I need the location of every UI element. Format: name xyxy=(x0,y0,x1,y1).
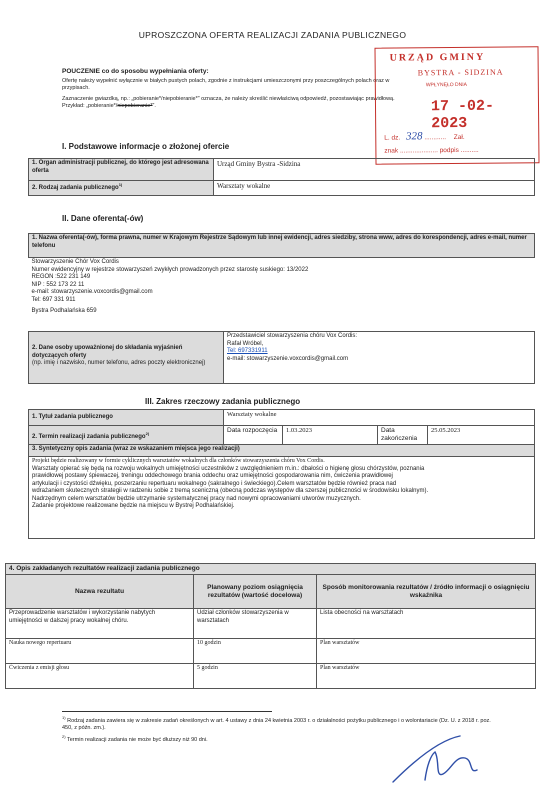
notice-line2-text: Zaznaczenie gwiazdką, np.: „pobieranie*/niepobieranie*” oznacza, że należy skreślić niewłaściwą odpowiedź, pozostawiając prawidłową. Przykład: „pobieranie*/ xyxy=(62,96,395,110)
footnote-1-mark: 1) xyxy=(62,715,66,720)
result-target[interactable]: 5 godzin xyxy=(194,664,317,689)
results-col-monitor: Sposób monitorowania rezultatów / źródło informacji o osiągnięciu wskaźnika xyxy=(317,575,536,609)
start-date-value[interactable]: 1.03.2023 xyxy=(283,426,378,445)
section4-table xyxy=(5,563,536,689)
contact-label-hint: (np. imię i nazwisko, numer telefonu, adres poczty elektronicznej) xyxy=(32,360,206,366)
notice-heading: POUCZENIE co do sposobu wypełniania oferty: xyxy=(62,68,209,75)
task-title-label: 1. Tytuł zadania publicznego xyxy=(29,410,224,426)
registry-stamp xyxy=(374,46,539,164)
results-col-target: Planowany poziom osiągnięcia rezultatów (wartość docelowa) xyxy=(194,575,317,609)
result-name[interactable]: Przeprowadzenie warsztatów i wykorzystanie nabytych umiejętności w dalszej pracy wokalnej chóru. xyxy=(6,609,194,639)
term-label-text: 2. Termin realizacji zadania publicznego xyxy=(32,434,146,440)
stamp-podpis-label: podpis xyxy=(439,146,459,155)
offeror-line: REGON :522 231 149 xyxy=(31,274,91,280)
offeror-line: Numer ewidencyjny w rejestrze stowarzyszeń zwykłych prowadzonych przez starostę suskiego: 13/2022 xyxy=(31,266,309,273)
section3-heading: III. Zakres rzeczowy zadania publicznego xyxy=(145,397,301,406)
footnote-2-mark: 2) xyxy=(62,734,66,739)
offeror-line: e-mail: stowarzyszenie.voxcordis@gmail.com xyxy=(31,289,153,295)
description-line: prawidłowej postawy śpiewaczej, treningu oddechowego brania oddechu oraz umiejętności gospodarowania nim, ćwiczenia prawidłowej xyxy=(32,473,393,480)
contact-label-text: 2. Dane osoby upoważnionej do składania wyjaśnień dotyczących oferty xyxy=(32,345,183,359)
description-value[interactable] xyxy=(29,457,535,539)
stamp-town: BYSTRA - SIDZINA xyxy=(417,67,504,78)
offeror-line: NIP : 552 173 22 11 xyxy=(31,281,85,288)
notice-line2-end: ”. xyxy=(152,103,156,110)
results-col-name: Nazwa rezultatu xyxy=(6,575,194,609)
handwritten-signature xyxy=(385,730,485,790)
table-row xyxy=(6,639,536,664)
notice-line1: Ofertę należy wypełnić wyłącznie w białych pustych polach, zgodnie z instrukcjami umieszczonymi przy poszczególnych polach oraz w przypisach. xyxy=(62,78,390,92)
stamp-ldz-value: 328 xyxy=(405,130,423,143)
task-type-label-text: 2. Rodzaj zadania publicznego xyxy=(32,185,119,191)
offeror-line: Bystra Podhalańska 659 xyxy=(31,308,97,314)
term-label xyxy=(29,426,224,445)
contact-details[interactable] xyxy=(224,332,535,384)
stamp-ldz: L. dz. 328 ............ Zał. xyxy=(384,130,465,143)
offeror-label: 1. Nazwa oferenta(-ów), forma prawna, numer w Krajowym Rejestrze Sądowym lub innej ewidencji, adres siedziby, strona www, adres do korespondencji, adres e-mail, numer telefonu xyxy=(29,234,535,258)
notice-strike: niepobieranie* xyxy=(117,103,153,110)
description-line: Zadanie projektowe realizowane będzie na miejscu w Bystrej Podhalańskiej. xyxy=(32,503,235,510)
result-monitor[interactable]: Plan warsztatów xyxy=(317,664,536,689)
table-row xyxy=(6,609,536,639)
contact-line: Rafał Wróbel, xyxy=(227,340,264,347)
section2-heading: II. Dane oferenta(-ów) xyxy=(62,214,144,223)
stamp-date: 17 -02- 2023 xyxy=(430,97,495,133)
end-date-label: Data zakończenia xyxy=(378,426,428,445)
contact-phone[interactable]: Tel: 697331911 xyxy=(227,348,268,354)
offeror-line: Tel: 697 331 911 xyxy=(31,296,76,303)
contact-label xyxy=(29,332,224,384)
contact-line: e-mail: stowarzyszenie.voxcordis@gmail.com xyxy=(227,355,349,362)
stamp-received: WPŁYNĘŁO DNIA xyxy=(425,81,467,89)
notice-line2 xyxy=(62,96,397,110)
results-heading: 4. Opis zakładanych rezultatów realizacji zadania publicznego xyxy=(6,564,536,575)
task-title-value[interactable]: Warsztaty wokalne xyxy=(224,410,535,426)
result-monitor[interactable]: Plan warsztatów xyxy=(317,639,536,664)
result-monitor[interactable]: Lista obecności na warsztatach xyxy=(317,609,536,639)
org-value[interactable]: Urząd Gminy Bystra -Sidzina xyxy=(214,159,535,181)
description-label: 3. Syntetyczny opis zadania (wraz ze wskazaniem miejsca jego realizacji) xyxy=(29,445,535,457)
contact-line: Przedstawiciel stowarzyszenia chóru Vox Cordis: xyxy=(227,333,358,339)
end-date-value[interactable]: 25.05.2023 xyxy=(428,426,535,445)
result-name[interactable]: Ćwiczenia z emisji głosu xyxy=(6,664,194,689)
footnote-2-text: Termin realizacji zadania nie może być dłuższy niż 90 dni. xyxy=(67,736,208,743)
description-line: Projekt będzie realizowany w formie cyklicznych warsztatów wokalnych dla członków stowarzyszenia chóru Vox Cordis. xyxy=(32,458,325,465)
start-date-label: Data rozpoczęcia xyxy=(224,426,283,445)
section2-table xyxy=(28,233,535,384)
description-line: artykulacji i czystości dźwięku, poszerzaniu repertuaru wokalnego (sakralnego i świeckiego).Celem warsztatów będzie również praca nad xyxy=(32,480,397,487)
stamp-zal-label: Zał. xyxy=(453,133,465,142)
description-line: wdrażaniem skutecznych strategii w radzeniu sobie z tremą sceniczną (obecną podczas występów dla szerszej publiczności w środowisku lokalnym). xyxy=(32,488,429,495)
offeror-details[interactable] xyxy=(29,258,535,332)
result-name[interactable]: Nauka nowego repertuaru xyxy=(6,639,194,664)
stamp-office: URZĄD GMINY xyxy=(389,51,486,64)
stamp-znak-label: znak xyxy=(384,147,399,155)
org-label: 1. Organ administracji publicznej, do którego jest adresowana oferta xyxy=(29,159,214,181)
table-row xyxy=(6,664,536,689)
stamp-ldz-label: L. dz. xyxy=(384,134,401,142)
section1-table xyxy=(28,158,535,196)
section1-heading: I. Podstawowe informacje o złożonej ofercie xyxy=(62,142,230,151)
footnote-ref-2: 2) xyxy=(145,431,150,436)
footnote-1-text: Rodzaj zadania zawiera się w zakresie zadań określonych w art. 4 ustawy z dnia 24 kwietnia 2003 r. o działalności pożytku publicznego i o wolontariacie (Dz. U. z 2018 r. poz. 450, z późn. zm.). xyxy=(62,717,491,731)
result-target[interactable]: Udział członków stowarzyszenia w warsztatach xyxy=(194,609,317,639)
description-line: Warsztaty opierać się będą na rozwoju wokalnych umiejętności uczestników z uwzględnieniem m.in.: dbałości o higienę głosu chórzystów, poznania xyxy=(32,465,425,472)
offeror-line: Stowarzyszenie Chór Vox Cordis xyxy=(31,259,119,265)
page-title: UPROSZCZONA OFERTA REALIZACJI ZADANIA PUBLICZNEGO xyxy=(138,30,407,40)
task-type-value[interactable]: Warsztaty wokalne xyxy=(214,181,535,196)
stamp-znak: znak ..................... podpis .......... xyxy=(384,146,479,155)
footnote-ref-1: 1) xyxy=(118,182,123,187)
footnote-divider xyxy=(62,711,272,712)
description-line: Nadrzędnym celem warsztatów będzie utrzymanie systematycznej pracy nad nowymi opracowaniami utworów muzycznych. xyxy=(32,495,361,502)
task-type-label xyxy=(29,181,214,196)
result-target[interactable]: 10 godzin xyxy=(194,639,317,664)
section3-table xyxy=(28,409,535,539)
